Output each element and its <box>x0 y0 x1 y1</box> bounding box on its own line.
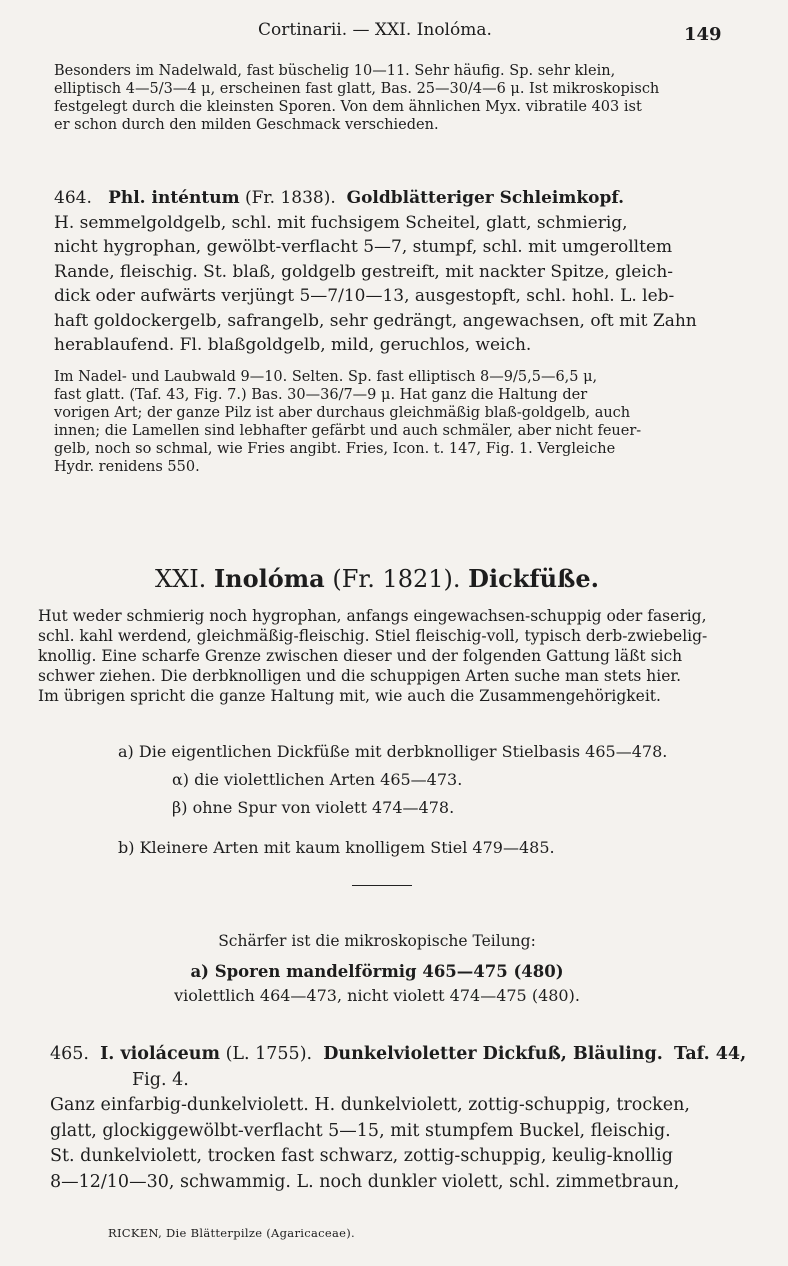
species-464-notes <box>54 368 724 476</box>
description-line: herablaufend. Fl. blaßgoldgelb, mild, geruchlos, weich. <box>54 335 532 355</box>
page-footer: RICKEN, Die Blätterpilze (Agaricaceae). <box>108 1226 355 1240</box>
species-title <box>54 186 724 211</box>
description-line: 8—12/10—30, schwammig. L. noch dunkler violett, schl. zimmetbraun, <box>50 1171 680 1192</box>
figure-reference: Fig. 4. <box>132 1069 189 1090</box>
page-number: 149 <box>684 24 722 45</box>
description-line: Ganz einfarbig-dunkelviolett. H. dunkelviolett, zottig-schuppig, trocken, <box>50 1095 690 1115</box>
text-line: elliptisch 4—5/3—4 μ, erscheinen fast glatt, Bas. 25—30/4—6 μ. Ist mikroskopisch <box>54 81 660 97</box>
species-common-name: Dunkelvioletter Dickfuß, Bläuling. <box>323 1044 663 1064</box>
section-intro <box>38 606 708 706</box>
section-heading <box>0 564 754 593</box>
description-line: H. semmelgoldgelb, schl. mit fuchsigem Scheitel, glatt, schmierig, <box>54 212 628 233</box>
note-line: innen; die Lamellen sind lebhafter gefärbt und auch schmäler, aber nicht feuer- <box>54 423 642 439</box>
species-common-name: Goldblätteriger Schleimkopf. <box>346 188 624 208</box>
intro-line: schl. kahl werdend, gleichmäßig-fleischig. Stiel fleischig-voll, typisch derb-zwiebelig- <box>38 627 708 645</box>
text-line: Besonders im Nadelwald, fast büschelig 10—11. Sehr häufig. Sp. sehr klein, <box>54 63 616 79</box>
species-465-entry <box>50 1042 747 1195</box>
intro-line: Im übrigen spricht die ganze Haltung mit, wie auch die Zusammengehörigkeit. <box>38 687 661 705</box>
intro-line: Hut weder schmierig noch hygrophan, anfangs eingewachsen-schuppig oder faserig, <box>38 607 707 625</box>
plate-reference: Taf. 44, <box>673 1044 747 1064</box>
running-title: Cortinarii. — XXI. Inolóma. <box>258 20 492 40</box>
genus-key <box>118 738 788 862</box>
species-author: (Fr. 1838). <box>244 188 336 208</box>
text-line: er schon durch den milden Geschmack verschieden. <box>54 117 439 133</box>
note-line: Hydr. renidens 550. <box>54 459 200 475</box>
species-author: (L. 1755). <box>225 1044 313 1064</box>
description-line: haft goldockergelb, safrangelb, sehr gedrängt, angewachsen, oft mit Zahn <box>54 310 697 331</box>
species-name: Phl. inténtum <box>108 188 240 208</box>
note-line: vorigen Art; der ganze Pilz ist aber durchaus gleichmäßig blaß-goldgelb, auch <box>54 405 631 421</box>
intro-line: schwer ziehen. Die derbknolligen und die schuppigen Arten suche man stets hier. <box>38 667 682 685</box>
section-divider <box>352 885 412 886</box>
key-item-beta: β) ohne Spur von violett 474—478. <box>172 798 455 817</box>
running-header <box>0 20 754 50</box>
section-name: Inolóma <box>213 564 325 593</box>
microscopic-key-line: a) Sporen mandelförmig 465—475 (480) <box>190 962 564 981</box>
key-item-b: b) Kleinere Arten mit kaum knolligem Stiel 479—485. <box>118 838 555 857</box>
description-line: dick oder aufwärts verjüngt 5—7/10—13, ausgestopft, schl. hohl. L. leb- <box>54 286 675 306</box>
section-common-name: Dickfüße. <box>468 564 599 593</box>
note-line: fast glatt. (Taf. 43, Fig. 7.) Bas. 30—36/7—9 μ. Hat ganz die Haltung der <box>54 387 588 403</box>
text-line: festgelegt durch die kleinsten Sporen. Von dem ähnlichen Myx. vibratile 403 ist <box>54 99 642 115</box>
microscopic-key-line: violettlich 464—473, nicht violett 474—475 (480). <box>174 986 580 1005</box>
species-name: I. violáceum <box>100 1044 220 1064</box>
intro-line: knollig. Eine scharfe Grenze zwischen dieser und der folgenden Gattung läßt sich <box>38 647 683 665</box>
section-author: (Fr. 1821). <box>324 565 469 593</box>
species-number: 464. <box>54 188 92 208</box>
note-line: Im Nadel- und Laubwald 9—10. Selten. Sp. fast elliptisch 8—9/5,5—6,5 μ, <box>54 369 598 385</box>
previous-species-note <box>54 62 724 134</box>
species-464-entry <box>54 186 724 358</box>
species-number: 465. <box>50 1044 89 1064</box>
microscopic-key-title: Schärfer ist die mikroskopische Teilung: <box>218 932 536 950</box>
note-line: gelb, noch so schmal, wie Fries angibt. Fries, Icon. t. 147, Fig. 1. Vergleiche <box>54 441 616 457</box>
description-line: glatt, glockiggewölbt-verflacht 5—15, mit stumpfem Buckel, fleischig. <box>50 1120 671 1141</box>
description-line: Rande, fleischig. St. blaß, goldgelb gestreift, mit nackter Spitze, gleich- <box>54 261 674 282</box>
species-title <box>50 1042 747 1068</box>
key-item-alpha: α) die violettlichen Arten 465—473. <box>172 770 463 789</box>
key-item-a: a) Die eigentlichen Dickfüße mit derbknolliger Stielbasis 465—478. <box>118 742 668 761</box>
description-line: nicht hygrophan, gewölbt-verflacht 5—7, stumpf, schl. mit umgerolltem <box>54 237 673 257</box>
section-prefix: XXI. <box>155 565 214 593</box>
description-line: St. dunkelviolett, trocken fast schwarz, zottig-schuppig, keulig-knollig <box>50 1146 673 1166</box>
